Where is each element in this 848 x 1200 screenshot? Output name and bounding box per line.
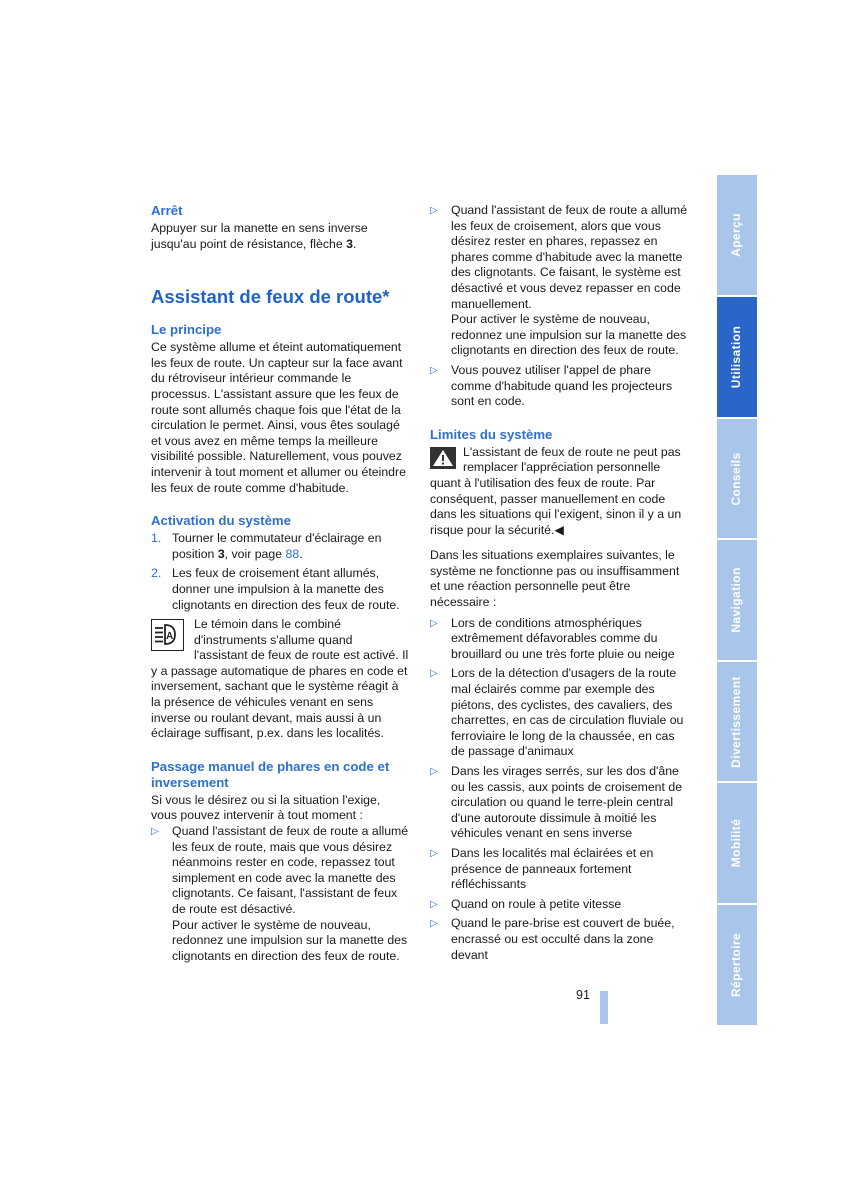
situation-text: Quand on roule à petite vitesse <box>451 896 622 911</box>
page-marker-bar <box>600 991 608 1024</box>
arret-heading: Arrêt <box>151 203 183 218</box>
activation-step-1 <box>151 531 409 562</box>
situations-list <box>430 616 688 963</box>
tab-label: Utilisation <box>729 325 744 389</box>
arret-text <box>151 221 409 252</box>
principe-heading: Le principe <box>151 322 222 338</box>
tab-label: Mobilité <box>729 818 744 868</box>
step-number: 1. <box>151 531 162 546</box>
tab-apercu[interactable] <box>717 175 757 295</box>
right-item-1 <box>430 203 688 359</box>
list-item <box>430 616 688 663</box>
arret-text-bold: 3 <box>346 236 353 251</box>
situation-text: Quand le pare-brise est couvert de buée, encrassé ou est occulté dans la zone devant <box>451 916 675 962</box>
list-item <box>430 666 688 760</box>
right-column <box>430 203 688 967</box>
step-2-text: Les feux de croisement étant allumés, donner une impulsion à la manette des clignotants en direction des feux de route. <box>172 566 400 612</box>
indicator-note <box>151 617 409 742</box>
tab-label: Divertissement <box>729 675 744 768</box>
bullet-triangle-icon: ▷ <box>430 668 438 680</box>
passage-item <box>151 824 409 964</box>
tab-conseils[interactable] <box>717 419 757 538</box>
activation-step-2 <box>151 566 409 613</box>
right-item-1-text: Quand l'assistant de feux de route a allumé les feux de croisement, alors que vous désirez rester en phares, repassez en phares comme d'habitude avec la manette des clignotants. Ce faisant, le système est désactivé et vous devez repasser en code manuellement. <box>451 203 688 311</box>
list-item <box>430 846 688 893</box>
svg-text:A: A <box>166 631 174 643</box>
passage-intro: Si vous le désirez ou si la situation l'exige, vous pouvez intervenir à tout moment : <box>151 792 381 823</box>
tab-mobilite[interactable] <box>717 783 757 903</box>
limites-heading: Limites du système <box>430 426 553 442</box>
list-item <box>430 916 688 963</box>
tab-utilisation[interactable] <box>717 297 757 417</box>
situation-text: Lors de la détection d'usagers de la route mal éclairés comme par exemple des piétons, des cyclistes, des cavaliers, des charrettes, en cas de circulation fluviale ou ferroviaire le long de la chaussée, en cas de passage d'animaux <box>451 666 684 759</box>
end-mark-icon: ◀ <box>554 522 564 537</box>
principe-text: Ce système allume et éteint automatiquement les feux de route. Un capteur sur la face avant du rétroviseur intérieur commande le processus. L'assistant assure que les feux de route sont allumés chaque fois que l'état de la circulation le permet. Ainsi, vous êtes soulagé et vous avez en même temps la meilleure visibilité possible. Naturellement, vous pouvez intervenir à tout moment et allumer ou éteindre les feux de route comme d'habitude. <box>151 340 406 495</box>
situation-text: Dans les localités mal éclairées et en présence de panneaux fortement réfléchissants <box>451 845 654 892</box>
situation-text: Dans les virages serrés, sur les dos d'âne ou les cassis, aux points de croisement de circulation ou quand le terre-plein central d'une autoroute dissimule à moitié les véhicules venant en sens inverse <box>451 764 683 841</box>
tab-divertissement[interactable] <box>717 662 757 781</box>
warning-icon <box>430 447 456 469</box>
high-beam-assistant-icon <box>151 619 184 651</box>
arret-text-part: Appuyer sur la manette en sens inverse jusqu'au point de résistance, flèche <box>151 221 368 251</box>
tab-label: Répertoire <box>729 932 744 998</box>
bullet-triangle-icon: ▷ <box>430 847 438 859</box>
right-item-1-text-2: Pour activer le système de nouveau, redonnez une impulsion sur la manette des clignotants en direction des feux de route. <box>451 312 687 358</box>
main-heading: Assistant de feux de route* <box>151 286 390 308</box>
passage-item-text-2: Pour activer le système de nouveau, redonnez une impulsion sur la manette des clignotants en direction des feux de route. <box>172 917 408 963</box>
page-reference-link[interactable]: 88 <box>285 546 300 561</box>
warning-text-body: L'assistant de feux de route ne peut pas remplacer l'appréciation personnelle quant à l'utilisation des feux de route. Par conséquent, passer manuellement en code dans les situations qui l'exigent, sinon il y a un risque pour la sécurité. <box>430 444 682 537</box>
right-item-2-text: Vous pouvez utiliser l'appel de phare comme d'habitude quand les projecteurs sont en code. <box>451 362 673 409</box>
bullet-triangle-icon: ▷ <box>151 826 159 838</box>
tab-repertoire[interactable] <box>717 905 757 1025</box>
passage-heading: Passage manuel de phares en code et inversement <box>151 758 390 790</box>
warning-note <box>430 445 688 539</box>
situations-intro: Dans les situations exemplaires suivantes, le système ne fonctionne pas ou insuffisamment et une réaction personnelle peut être nécessaire : <box>430 548 680 610</box>
step-1-bold: 3 <box>217 546 225 561</box>
list-item <box>430 764 688 842</box>
tab-label: Aperçu <box>729 213 744 257</box>
indicator-text: Le témoin dans le combiné d'instruments s'allume quand l'assistant de feux de route est activé. Il y a passage automatique de phares en code et inversement, sachant que le système réagit à la présence de véhicules venant en sens inverse ou roulant devant, mais aussi à un éclairage suffisant, p.ex. dans les localités. <box>151 617 409 741</box>
bullet-triangle-icon: ▷ <box>430 364 438 376</box>
step-1-end: . <box>299 546 303 561</box>
warning-text <box>430 445 688 539</box>
bullet-triangle-icon: ▷ <box>430 766 438 777</box>
right-item-2 <box>430 363 688 410</box>
tab-label: Conseils <box>729 451 744 506</box>
bullet-triangle-icon: ▷ <box>430 617 438 629</box>
bullet-triangle-icon: ▷ <box>430 205 438 216</box>
arret-text-end: . <box>352 236 357 251</box>
list-item <box>430 897 688 913</box>
bullet-triangle-icon: ▷ <box>430 898 438 910</box>
step-1-text-2: , voir page <box>224 546 286 561</box>
passage-item-text: Quand l'assistant de feux de route a allumé les feux de route, mais que vous désirez néanmoins rester en code, repassez tout simplement en code avec la manette des clignotants. Ce faisant, l'assistant de feux de route est désactivé. <box>172 824 409 916</box>
activation-heading: Activation du système <box>151 513 291 529</box>
tab-label: Navigation <box>729 567 744 633</box>
left-column <box>151 203 409 968</box>
tab-navigation[interactable] <box>717 540 757 660</box>
situation-text: Lors de conditions atmosphériques extrêmement défavorables comme du brouillard ou une très forte pluie ou neige <box>451 615 675 661</box>
bullet-triangle-icon: ▷ <box>430 918 438 930</box>
step-number: 2. <box>151 566 162 581</box>
step-1-text: Tourner le commutateur d'éclairage en position <box>172 531 382 561</box>
page-number: 91 <box>576 988 590 1002</box>
